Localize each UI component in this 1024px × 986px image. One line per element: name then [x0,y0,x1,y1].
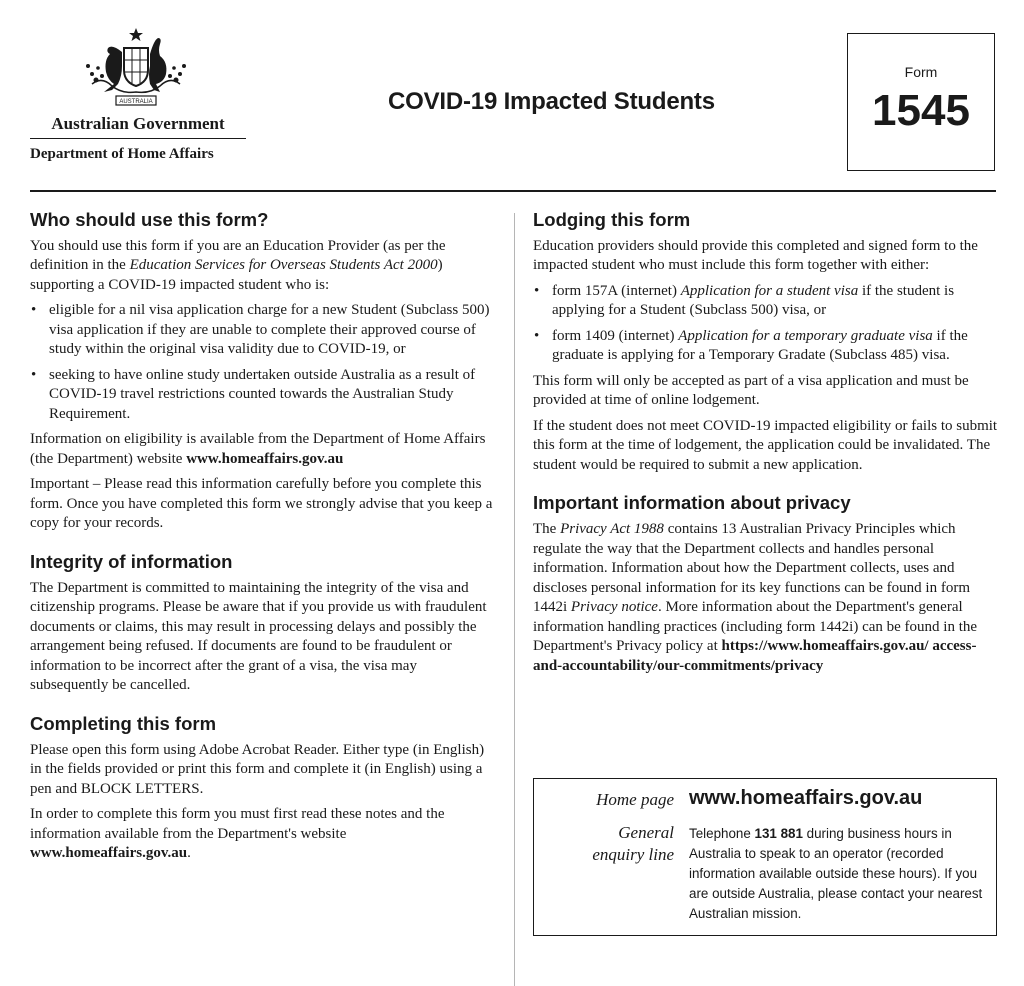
header-rule [30,190,996,192]
lodging-section [533,208,999,475]
department-name: Department of Home Affairs [30,146,214,162]
lodging-invalid-text: If the student does not meet COVID-19 impacted eligibility or fails to submit this form at the time of lodgement, the application could be invalidated. The student would be required to submit a new application. [533,417,998,473]
integrity-heading: Integrity of information [30,550,233,572]
coat-of-arms-logo [82,26,190,110]
homeaffairs-link-2[interactable]: www.homeaffairs.gov.au [30,845,188,862]
lodging-heading: Lodging this form [533,209,691,230]
privacy-policy-link[interactable]: https://www.homeaffairs.gov.au/ access-and-accountability/our-commitments/privacy [533,638,977,674]
crest-scroll-text: AUSTRALIA [119,99,153,105]
form-number-box [847,33,995,171]
left-column [30,208,498,880]
lodging-bullets [533,282,999,366]
list-item: • form 1409 (internet) Application for a temporary graduate visa if the graduate is applying for a Temporary Gradate (Subclass 485) visa. [533,327,999,366]
column-divider [514,213,515,986]
who-bullets [30,301,498,424]
page-title: COVID-19 Impacted Students [388,88,715,115]
form-number: 1545 [872,86,970,135]
privacy-section [533,491,999,676]
privacy-heading: Important information about privacy [533,492,851,514]
list-item: • form 157A (internet) Application for a student visa if the student is applying for a Student (Subclass 500) visa, or [533,282,999,321]
enquiry-text: Telephone 131 881 during business hours in Australia to speak to an operator (recorded information available outside these hours). If you are outside Australia, please contact your nearest Australian mission. [689,826,983,921]
completing-heading: Completing this form [30,712,217,734]
important-note: Important – Please read this information carefully before you complete this form. Once you have completed this form we strongly advise that you keep a copy for your records. [30,476,493,532]
integrity-section [30,550,498,696]
lodging-intro: Education providers should provide this completed and signed form to the impacted student who must include this form together with either: [533,237,978,274]
right-column [533,208,999,692]
government-name: Australian Government [51,114,225,133]
contact-box [533,778,997,936]
enquiry-line-label: General enquiry line [592,823,674,864]
integrity-text: The Department is committed to maintaining the integrity of the visa and citizenship programs. Please be aware that if you provide us with fraudulent documents or claims, this may result in processing delays and possibly the arrangement being refused. If documents are found to be fraudulent or information to be incorrect after the grant of a visa, the visa may subsequently be cancelled. [30,579,487,694]
who-intro: You should use this form if you are an Education Provider (as per the definition in the Education Services for Overseas Students Act 2000) supporting a COVID-19 impacted student who is: [30,237,446,293]
completing-section [30,712,498,864]
esos-act: Education Services for Overseas Students Act 2000 [129,257,438,274]
home-page-link[interactable]: www.homeaffairs.gov.au [689,787,923,809]
who-heading: Who should use this form? [30,209,269,230]
privacy-text: The Privacy Act 1988 contains 13 Australian Privacy Principles which regulate the way that the Department collects and handles personal information. Information about how the Department collects, uses and discloses personal information for its key functions can be found in form 1442i Privacy notice. More information about the Department's general information handling practices (including form 1442i) can be found in the Department's Privacy policy at https://www.homeaffairs.gov.au/ access-and-accountability/our-commitments/privacy [533,521,978,674]
form-label: Form [904,64,938,80]
logo-divider [30,138,246,139]
home-page-label: Home page [596,790,674,809]
completing-text-2: In order to complete this form you must first read these notes and the information available from the Department's website www.homeaffairs.gov.au. [30,806,445,862]
completing-text-1: Please open this form using Adobe Acrobat Reader. Either type (in English) in the fields provided or print this form and complete it (in English) using a pen and BLOCK LETTERS. [30,741,485,797]
lodging-accept-text: This form will only be accepted as part of a visa application and must be provided at time of online lodgement. [533,372,969,409]
telephone-number: 131 881 [754,826,803,841]
list-item: • seeking to have online study undertaken outside Australia as a result of COVID-19 travel restrictions counted towards the Australian Study Requirement. [30,366,498,425]
who-section [30,208,498,534]
list-item: • eligible for a nil visa application charge for a new Student (Subclass 500) visa application if they are unable to complete their approved course of study within the original visa validity due to COVID-19, or [30,301,498,360]
eligibility-text: Information on eligibility is available from the Department of Home Affairs (the Department) website www.homeaffairs.gov.au [30,431,486,467]
homeaffairs-link[interactable]: www.homeaffairs.gov.au [186,450,344,467]
